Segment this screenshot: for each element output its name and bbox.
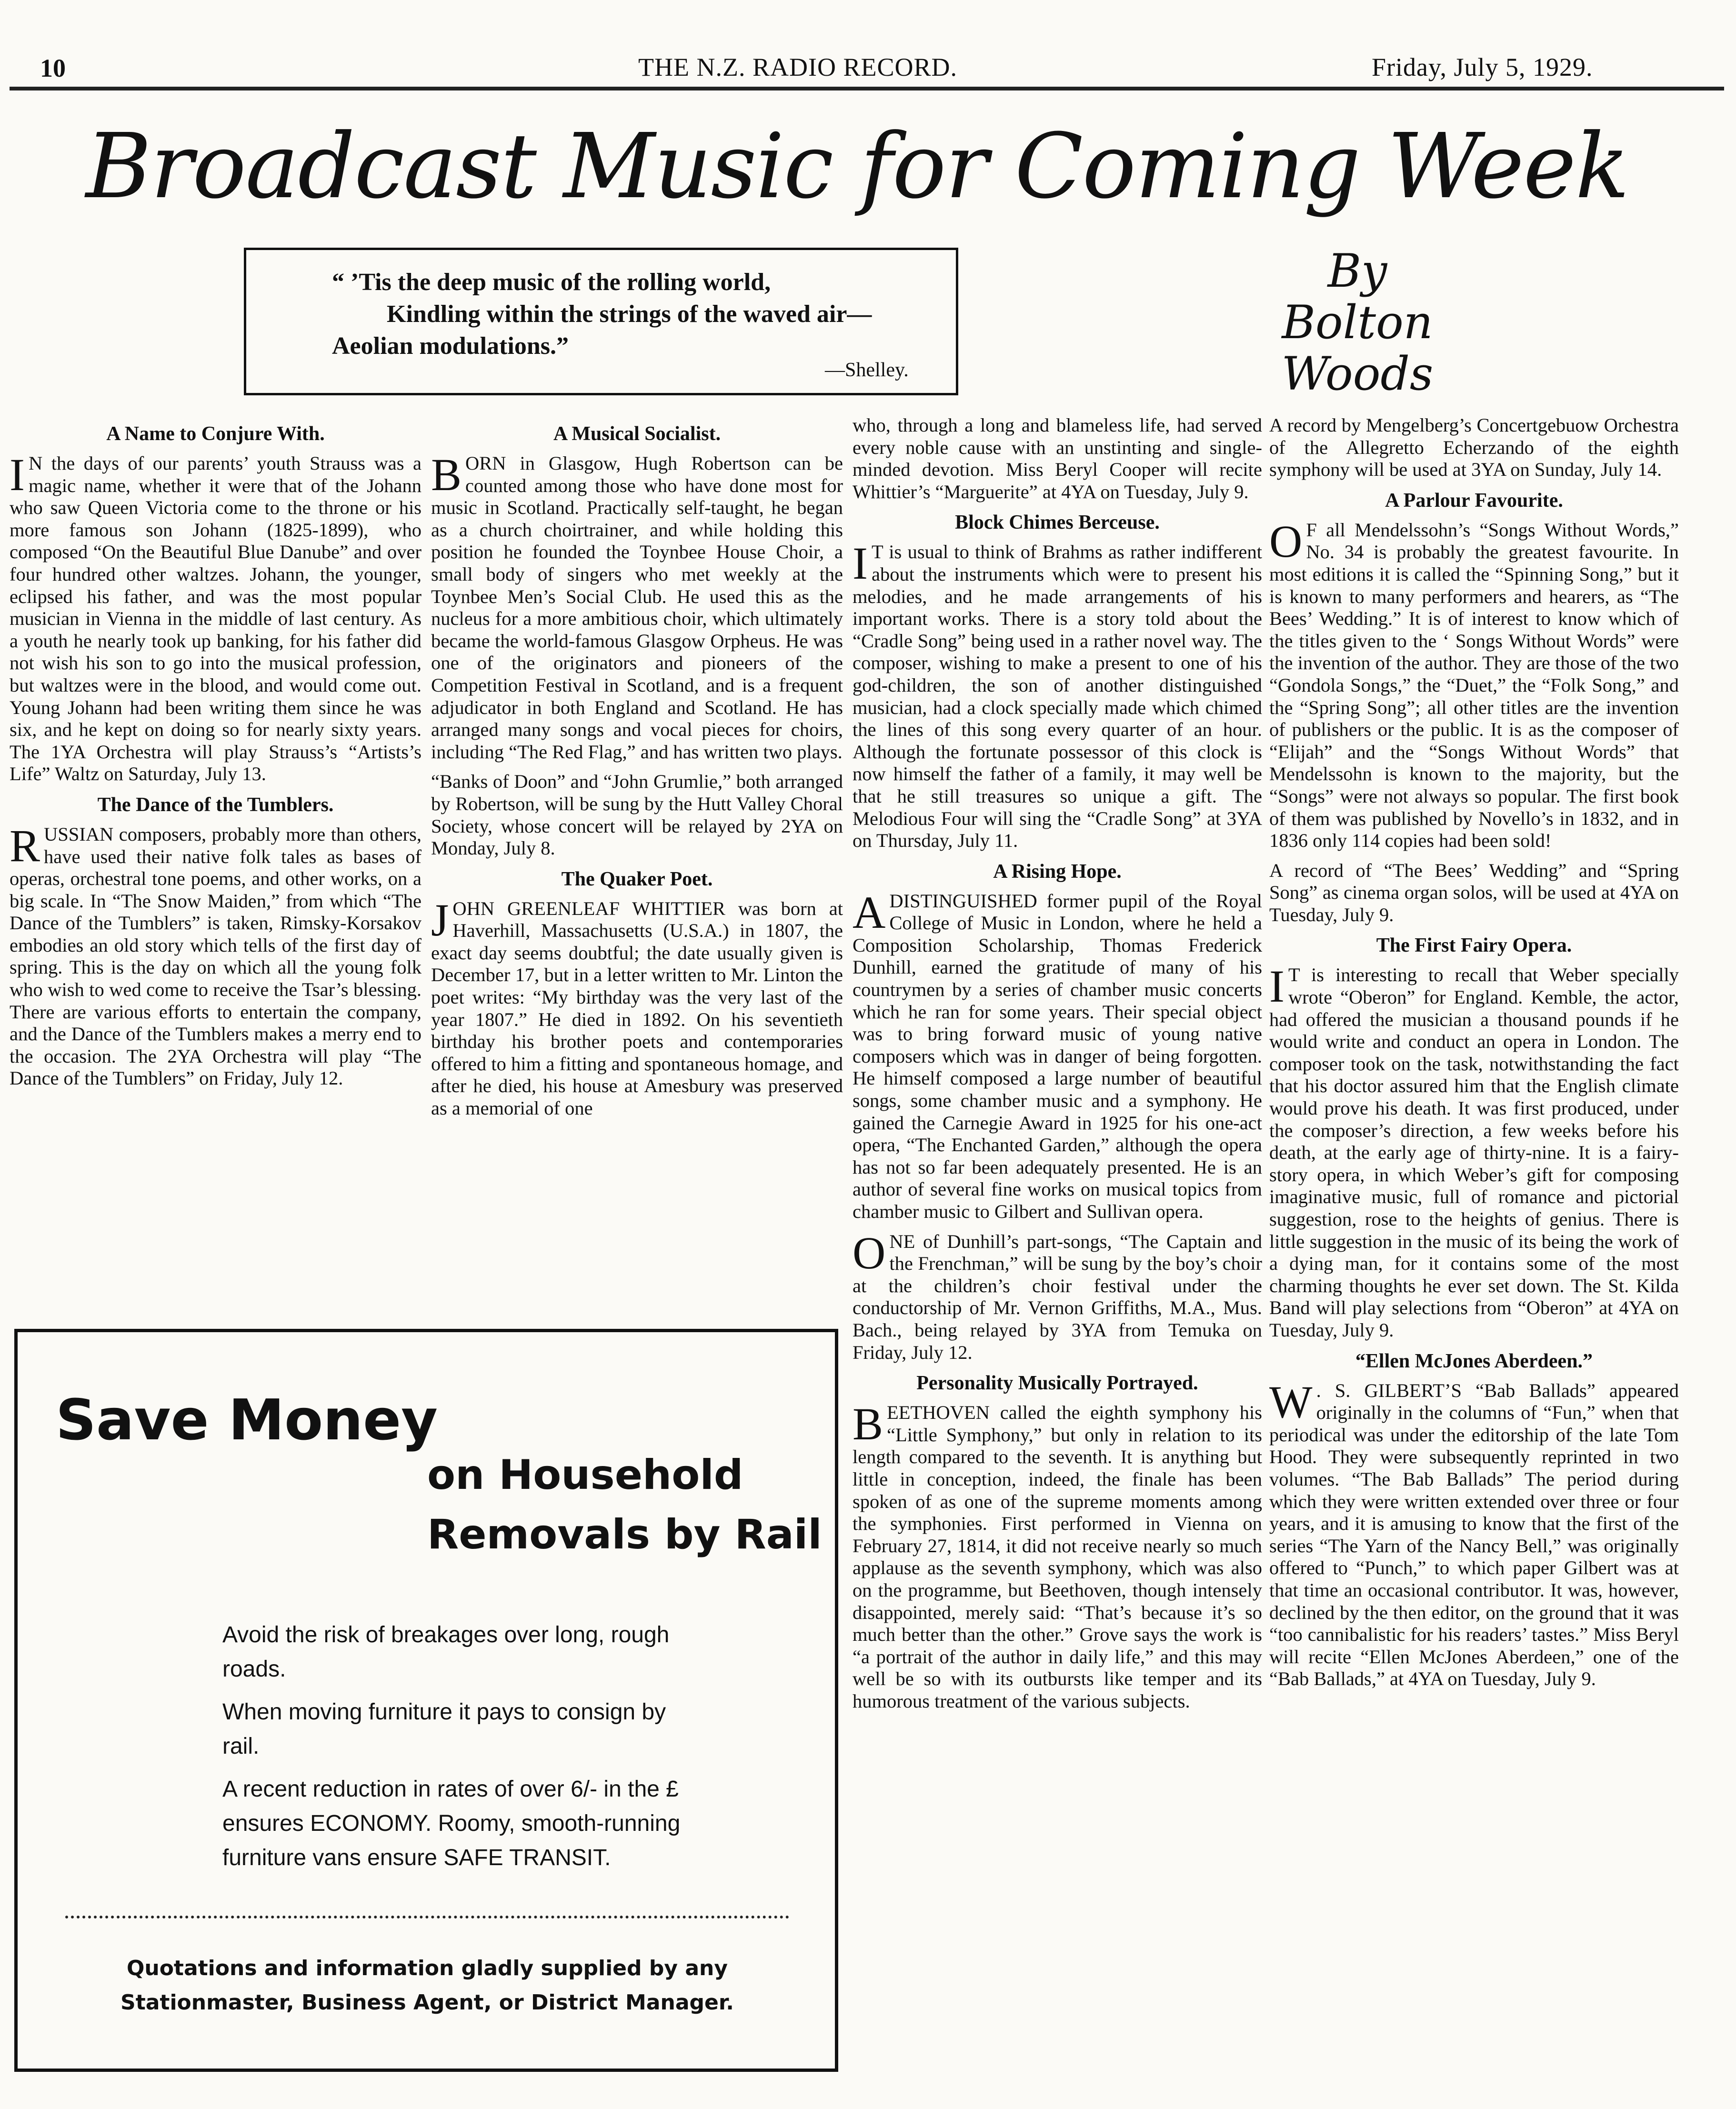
ad-footer: Quotations and information gladly supplied by any Stationmaster, Business Agent, or District Manager.	[120, 1956, 734, 2015]
drop-cap: J	[431, 894, 449, 945]
article-body: BEETHOVEN called the eighth symphony his “Little Symphony,” but only in relation to its length compared to the seventh. It is anything but little in conception, indeed, the finale has been spoken of as one of the supreme moments among the symphonies. First performed in Vienna on February 27, 1814, it did not receive nearly so much applause as the seventh symphony, which was also on the programme, but Beethoven, though intensely disappointed, merely said: “That’s because it’s so much better than the other.” Grove says the work is “a portrait of the author in daily life,” and this may well be so with its outbursts like temper and its humorous treatment of the various subjects.	[853, 1398, 1262, 1712]
drop-cap: I	[853, 538, 868, 589]
epigraph-line-1: “ ’Tis the deep music of the rolling world,	[332, 269, 771, 296]
article-body: JOHN GREENLEAF WHITTIER was born at Haverhill, Massachusetts (U.S.A.) in 1807, the exact day seems doubtful; the date usually given is December 17, but in a letter written to Mr. Linton the poet writes: “My birthday was the very last of the year 1807.” He died in 1892. On his seventieth birthday his brother poets and contemporaries offered to him a fitting and spontaneous homage, and after he died, his house at Amesbury was preserved as a memorial of one	[431, 894, 843, 1119]
article-heading: “Ellen McJones Aberdeen.”	[1355, 1350, 1593, 1372]
ad-copy	[222, 1618, 689, 1875]
article-heading: A Musical Socialist.	[553, 423, 721, 445]
ad-subhead-2: Removals by Rail	[427, 1511, 822, 1558]
drop-cap: R	[10, 820, 40, 871]
epigraph-line-3: Aeolian modulations.”	[332, 332, 569, 360]
railway-advertisement	[14, 1329, 838, 2072]
drop-cap: A	[853, 886, 886, 938]
drop-cap: O	[853, 1227, 886, 1278]
article-heading: The Quaker Poet.	[561, 868, 713, 890]
drop-cap: O	[1269, 515, 1303, 567]
drop-cap: I	[10, 449, 25, 500]
article-body: I T is usual to think of Brahms as rather indifferent about the instruments which were to present his melodies, and he made arrangements of his important works. There is a story told about the “Cradle Song” being used in a rather novel way. The composer, wishing to make a present to one of his god-children, the son of another distinguished musician, had a clock specially made which chimed the lines of this song every quarter of an hour. Although the fortunate possessor of this clock is now himself the father of a family, it may well be that he still treasures so unique a gift. The Melodious Four will sing the “Cradle Song” at 3YA on Thursday, July 11.	[853, 538, 1262, 852]
epigraph-attribution: —Shelley.	[825, 359, 909, 381]
article-body: BORN in Glasgow, Hugh Robertson can be counted among those who have done most for music in Scotland. Practically self-taught, he began as a church choirtrainer, and while holding this position he founded the Toynbee House Choir, a small body of singers who met weekly at the Toynbee Men’s Social Club. He used this as the nucleus for a more ambitious choir, which ultimately became the world-famous Glasgow Orpheus. He was one of the originators and pioneers of the Competition Festival in Scotland, and is a frequent adjudicator in both England and Scotland. He has arranged many songs and vocal pieces for choirs, including “The Red Flag,” and has written two plays.	[431, 449, 843, 763]
ad-paragraph: When moving furniture it pays to consign by rail.	[222, 1699, 666, 1759]
epigraph-line-2: Kindling within the strings of the waved air—	[387, 301, 872, 328]
ad-paragraph: Avoid the risk of breakages over long, rough roads.	[222, 1622, 670, 1682]
column-1	[10, 414, 421, 1310]
byline-by: By	[1327, 244, 1387, 298]
article-body: ADISTINGUISHED former pupil of the Royal College of Music in London, where he held a Composition Scholarship, Thomas Frederick Dunhill, earned the gratitude of many of his countrymen by a series of chamber music concerts which he ran for some years. Their special object was to bring forward music of young native composers which was in danger of being forgotten. He himself composed a large number of beautiful songs, some chamber music and a symphony. He gained the Carnegie Award in 1925 for his one-act opera, “The Enchanted Garden,” although the opera has not so far been adequately presented. He is an author of several fine works on musical topics from chamber music to Gilbert and Sullivan opera.	[853, 886, 1262, 1222]
column-2	[431, 414, 843, 1310]
drop-cap: B	[431, 449, 462, 500]
article-body: W . S. GILBERT’S “Bab Ballads” appeared originally in the columns of “Fun,” when that periodical was under the editorship of the late Tom Hood. They were subsequently reprinted in two volumes. “The Bab Ballads” The period during which they were written extended over three or four years, and it is amusing to know that the first of the series “The Yarn of the Nancy Bell,” was originally offered to “Punch,” to which paper Gilbert was at that time an occasional contributor. It was, however, declined by the then editor, on the ground that it was “too cannibalistic for his readers’ tastes.” Miss Beryl will recite “Ellen McJones Aberdeen,” one of the “Bab Ballads,” at 4YA on Tuesday, July 9.	[1269, 1376, 1679, 1690]
article-continuation: A record by Mengelberg’s Concertgebuow Orchestra of the Allegretto Echerzando of the eighth symphony will be used at 3YA on Sunday, July 14.	[1269, 414, 1679, 481]
article-body: I N the days of our parents’ youth Strauss was a magic name, whether it were that of the Johann who saw Queen Victoria come to the throne or his more famous son Johann (1825-1899), who composed “On the Beautiful Blue Danube” and over four hundred other waltzes. Johann, the younger, eclipsed his father, and was the most popular musician in Vienna in the middle of last century. As a youth he nearly took up banking, for his father did not wish his son to go into the musical profession, but waltzes were in the blood, and would come out. Young Johann had been writing them since he was six, and he kept on doing so for nearly sixty years. The 1YA Orchestra will play Strauss’s “Artists’s Life” Waltz on Saturday, July 13.	[10, 449, 421, 785]
column-3	[853, 414, 1262, 2062]
article-body: RUSSIAN composers, probably more than others, have used their native folk tales as bases of operas, orchestral tone poems, and other works, on a big scale. In “The Snow Maiden,” from which “The Dance of the Tumblers” is taken, Rimsky-Korsakov embodies an old story which tells of the first day of spring. This is the day on which all the young folk who wish to wed come to receive the Tsar’s blessing. There are various efforts to entertain the company, and the Dance of the Tumblers makes a merry end to the occasion. The 2YA Orchestra will play “The Dance of the Tumblers” on Friday, July 12.	[10, 820, 421, 1089]
article-heading: The First Fairy Opera.	[1376, 934, 1572, 957]
byline-last-name: Woods	[1281, 347, 1434, 401]
article-heading: A Name to Conjure With.	[106, 423, 325, 445]
article-body-extra: “Banks of Doon” and “John Grumlie,” both arranged by Robertson, will be sung by the Hutt Valley Choral Society, whose concert will be relayed by 2YA on Monday, July 8.	[431, 771, 843, 859]
issue-date: Friday, July 5, 1929.	[1372, 53, 1593, 81]
article-body: I T is interesting to recall that Weber specially wrote “Oberon” for England. Kemble, the actor, had offered the musician a thousand pounds if he would write and conduct an opera in London. The composer took on the task, notwithstanding the fact that his doctor assured him that the English climate would prove his death. It was first produced, under the composer’s direction, a few weeks before his death, at the early age of thirty-nine. It is a fairy-story opera, in which Weber’s gift for composing imaginative music, full of romance and pictorial suggestion, rose to the heights of genius. There is little suggestion in the music of its being the work of a dying man, for it contains some of the most charming thoughts he ever set down. The St. Kilda Band will play selections from “Oberon” at 4YA on Tuesday, July 9.	[1269, 961, 1679, 1341]
ad-subhead-1: on Household	[427, 1451, 743, 1499]
article-body-extra: A record of “The Bees’ Wedding” and “Spring Song” as cinema organ solos, will be used at 4YA on Tuesday, July 9.	[1269, 859, 1679, 925]
article-heading: A Rising Hope.	[993, 860, 1122, 883]
epigraph-box	[244, 248, 958, 395]
drop-cap: W	[1269, 1376, 1313, 1427]
article-body: O F all Mendelssohn’s “Songs Without Words,” No. 34 is probably the greatest favourite. In most editions it is called the “Spinning Song,” but it is known to many performers and hearers, as “The Bees’ Wedding.” It is of interest to know which of the titles given to the ‘ Songs Without Words” were the invention of the author. They are those of the two “Gondola Songs,” the “Duet,” the “Folk Song,” and the “Spring Song”; all other titles are the invention of publishers or the public. It is as the composer of “Elijah” and the “Songs Without Words” that Mendelssohn is known to the majority, but the “Songs” were not always so popular. The first book of them was published by Novello’s in 1832, and in 1836 only 114 copies had been sold!	[1269, 515, 1679, 852]
article-body: ONE of Dunhill’s part-songs, “The Captain and the Frenchman,” will be sung by the boy’s choir at the children’s choir festival under the conductorship of Mr. Vernon Griffiths, M.A., Mus. Bach., being relayed by 3YA from Temuka on Friday, July 12.	[853, 1227, 1262, 1363]
page-number: 10	[40, 54, 66, 82]
drop-cap: B	[853, 1398, 883, 1450]
byline-first-name: Bolton	[1282, 296, 1433, 349]
article-heading: A Parlour Favourite.	[1385, 489, 1563, 512]
article-heading: Block Chimes Berceuse.	[955, 512, 1160, 534]
article-heading: The Dance of the Tumblers.	[97, 793, 334, 816]
ad-divider	[65, 1916, 789, 1918]
ad-paragraph: A recent reduction in rates of over 6/- in the £ ensures ECONOMY. Roomy, smooth-running furniture vans ensure SAFE TRANSIT.	[222, 1777, 681, 1870]
publication-title: THE N.Z. RADIO RECORD.	[638, 53, 957, 81]
ad-headline: Save Money	[56, 1387, 438, 1453]
column-4	[1269, 414, 1679, 2062]
article-heading: Personality Musically Portrayed.	[916, 1372, 1198, 1395]
page-title: Broadcast Music for Coming Week	[86, 114, 1629, 219]
header-rule	[10, 87, 1724, 90]
article-continuation: who, through a long and blameless life, had served every noble cause with an unstinting and single-minded devotion. Miss Beryl Cooper will recite Whittier’s “Marguerite” at 4YA on Tuesday, July 9.	[853, 414, 1262, 502]
byline	[1262, 245, 1453, 400]
drop-cap: I	[1269, 961, 1284, 1012]
